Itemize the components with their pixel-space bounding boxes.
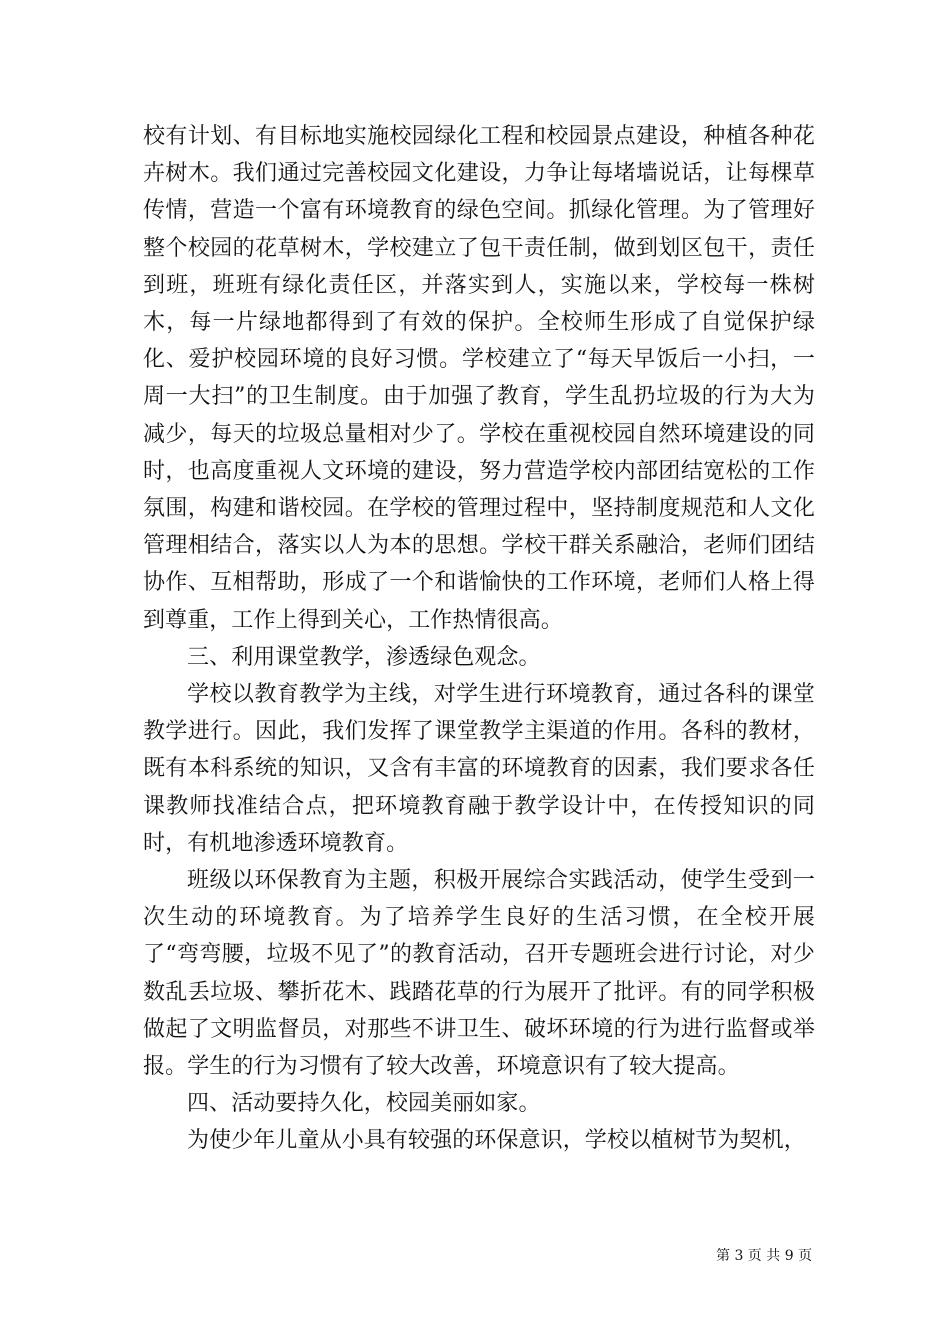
section-heading-classroom-teaching: 三、利用课堂教学，渗透绿色观念。 <box>187 644 541 670</box>
paragraph-arbor-day: 为使少年儿童从小具有较强的环保意识，学校以植树节为契机， <box>187 1128 806 1154</box>
document-body <box>143 118 815 1160</box>
page-number-footer: 第 3 页 共 9 页 <box>716 1248 813 1264</box>
paragraph-classroom-teaching: 学校以教育教学为主线，对学生进行环境教育，通过各科的课堂教学进行。因此，我们发挥了课堂教学主渠道的作用。各科的教材，既有本科系统的知识，又含有丰富的环境教育的因素，我们要求各任课教师找准结合点，把环境教育融于教学设计中，在传授知识的同时，有机地渗透环境教育。 <box>143 682 815 856</box>
paragraph-campus-greening: 校有计划、有目标地实施校园绿化工程和校园景点建设，种植各种花卉树木。我们通过完善校园文化建设，力争让每堵墙说话，让每棵草传情，营造一个富有环境教育的绿色空间。抓绿化管理。为了管理好整个校园的花草树木，学校建立了包干责任制，做到划区包干，责任到班，班班有绿化责任区，并落实到人，实施以来，学校每一株树木，每一片绿地都得到了有效的保护。全校师生形成了自觉保护绿化、爱护校园环境的良好习惯。学校建立了“每天早饭后一小扫，一周一大扫”的卫生制度。由于加强了教育，学生乱扔垃圾的行为大为减少，每天的垃圾总量相对少了。学校在重视校园自然环境建设的同时，也高度重视人文环境的建设，努力营造学校内部团结宽松的工作氛围，构建和谐校园。在学校的管理过程中，坚持制度规范和人文化管理相结合，落实以人为本的思想。学校干群关系融洽，老师们团结协作、互相帮助，形成了一个和谐愉快的工作环境，老师们人格上得到尊重，工作上得到关心，工作热情很高。 <box>143 124 815 633</box>
section-heading-lasting-activities: 四、活动要持久化，校园美丽如家。 <box>187 1091 541 1117</box>
paragraph-class-activities: 班级以环保教育为主题，积极开展综合实践活动，使学生受到一次生动的环境教育。为了培养学生良好的生活习惯，在全校开展了“弯弯腰，垃圾不见了”的教育活动，召开专题班会进行讨论，对少数乱丢垃圾、攀折花木、践踏花草的行为展开了批评。有的同学积极做起了文明监督员，对那些不讲卫生、破坏环境的行为进行监督或举报。学生的行为习惯有了较大改善，环境意识有了较大提高。 <box>143 868 815 1080</box>
